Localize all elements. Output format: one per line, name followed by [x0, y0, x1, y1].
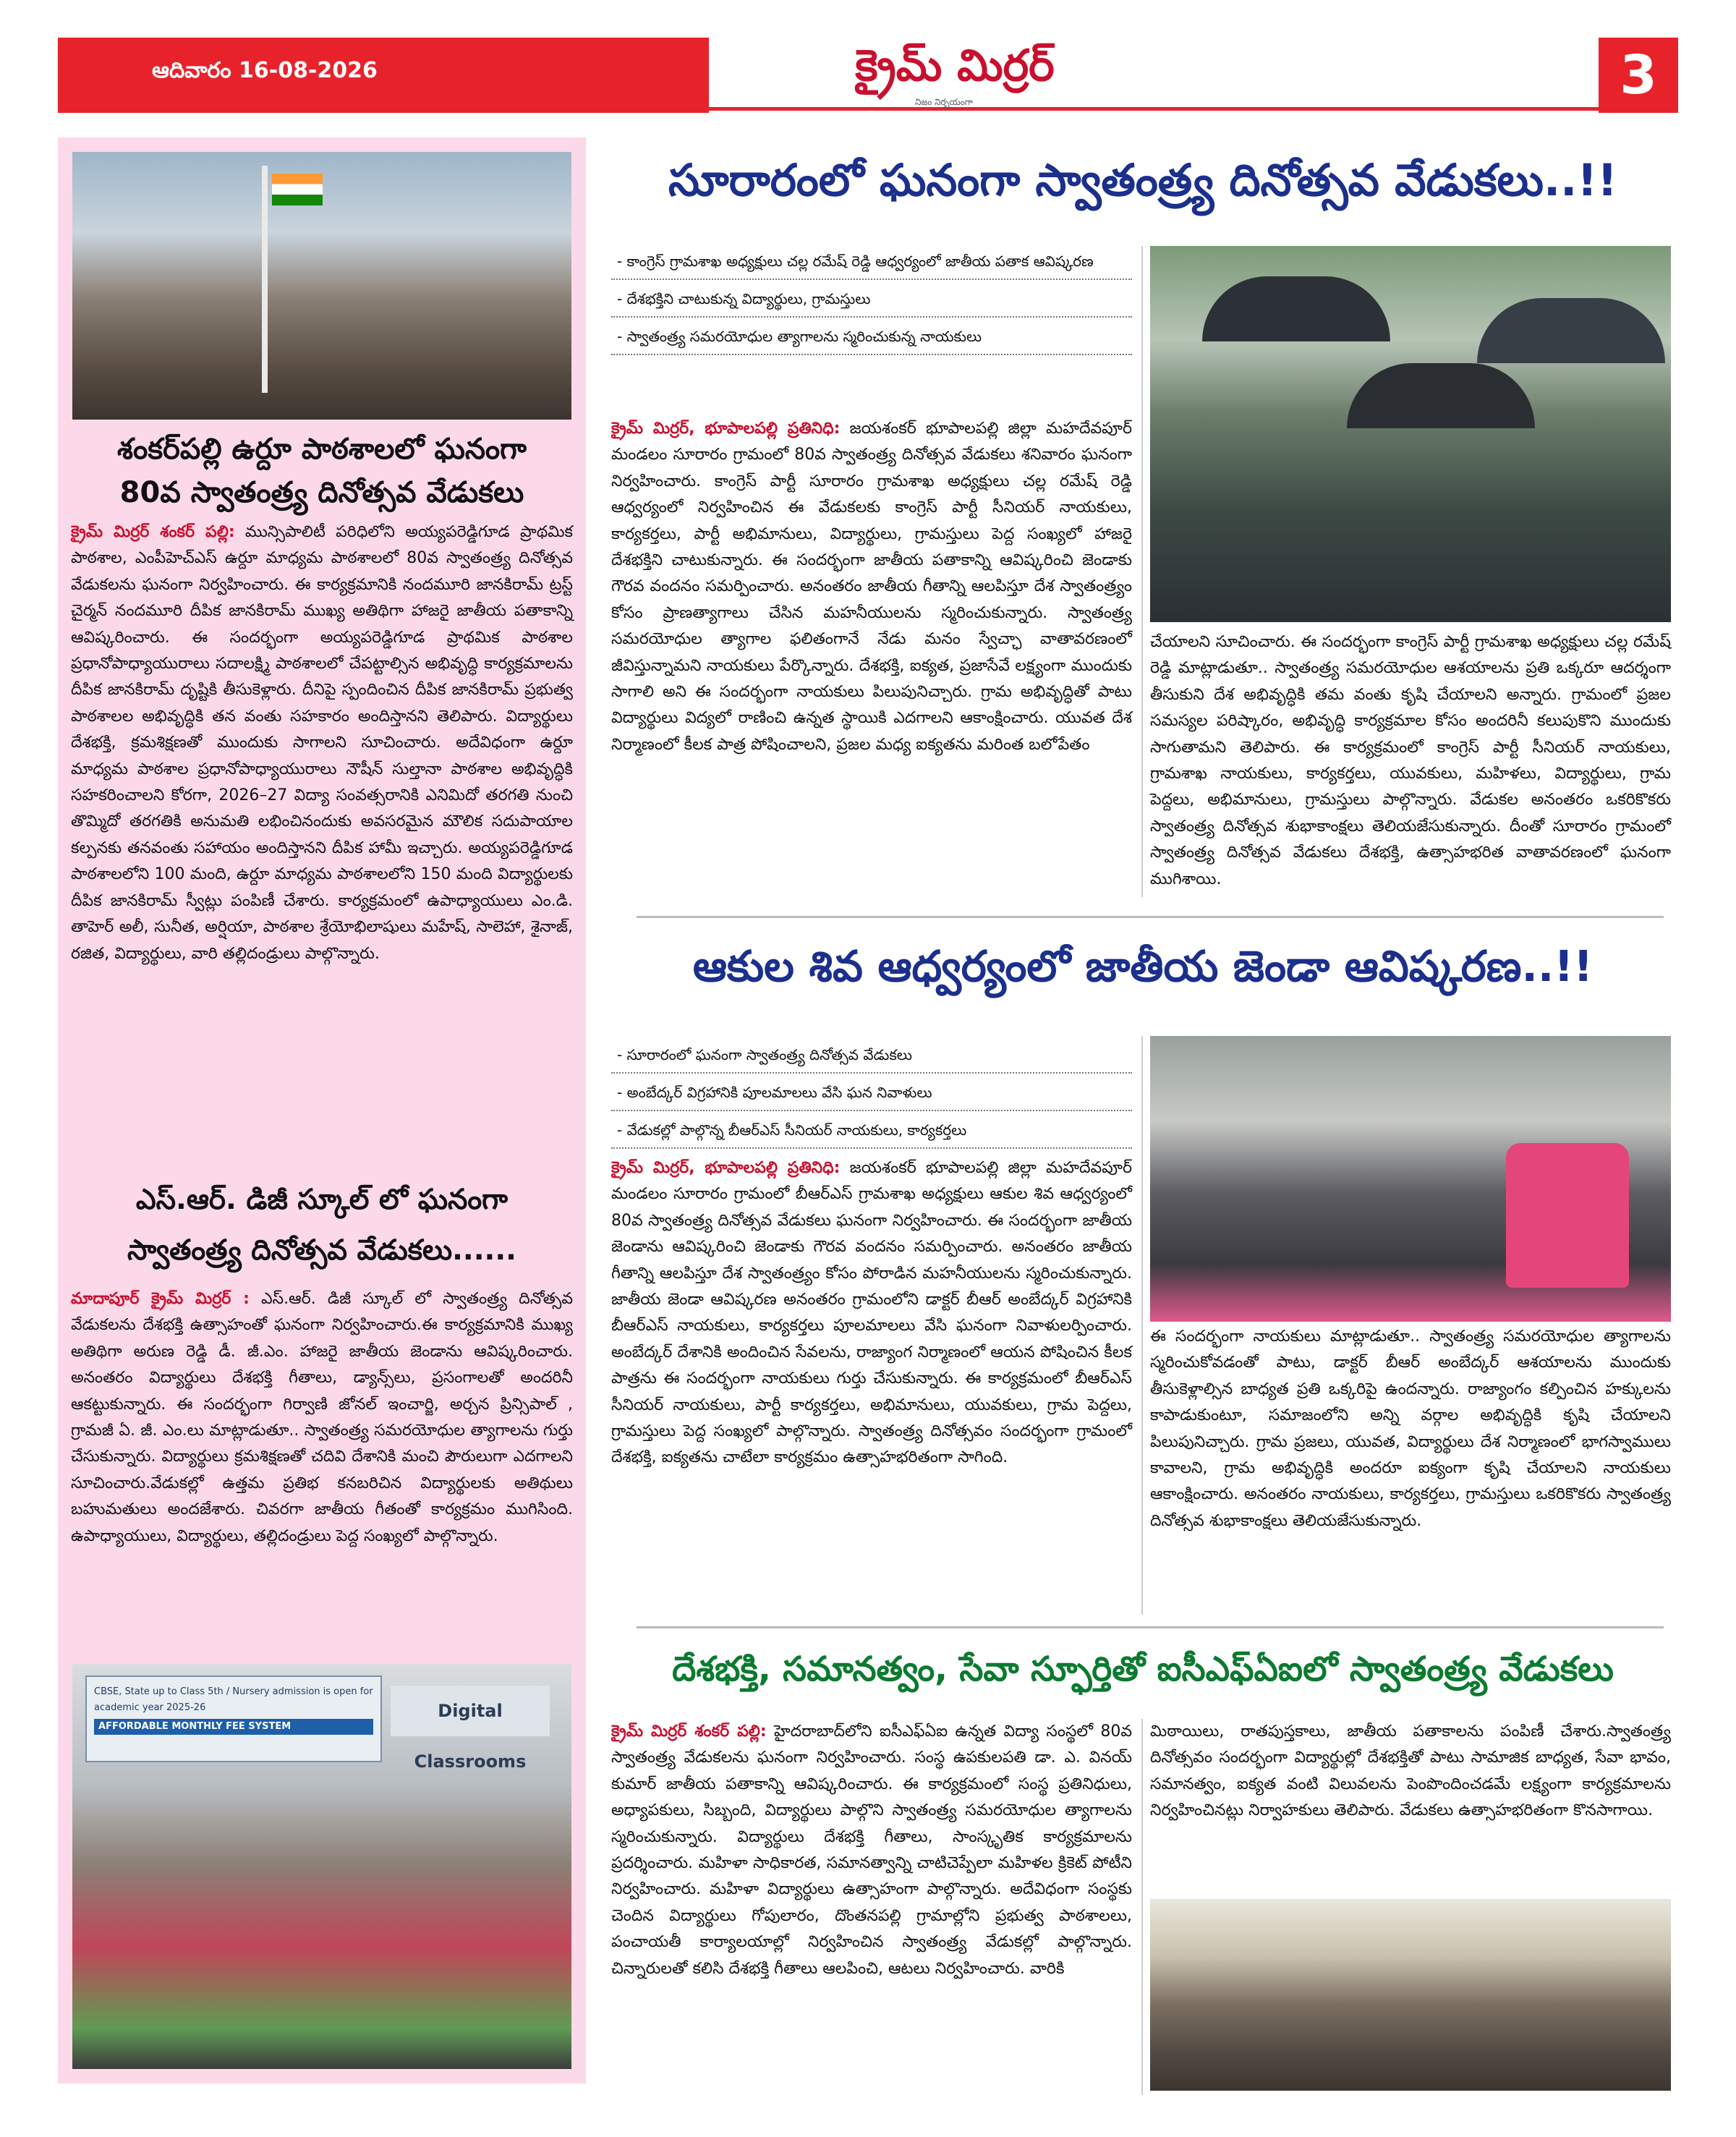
flag-hoisting-photo — [72, 152, 571, 420]
school-group-photo — [72, 1664, 571, 2069]
column-rule — [1141, 1719, 1143, 2095]
story1-title-line2: 80వ స్వాతంత్ర్య దినోత్సవ వేడుకలు — [119, 476, 524, 509]
school-sign — [85, 1675, 382, 1762]
story2-title-line1: ఎస్.ఆర్. డిజీ స్కూల్ లో ఘనంగా — [135, 1184, 509, 1216]
issue-date: ఆదివారం 16-08-2026 — [58, 38, 709, 113]
ambedkar-tribute-photo — [1150, 1036, 1671, 1322]
story-c-text-left: హైదరాబాద్‌లోని ఐసీఎఫ్ఏఐ ఉన్నత విద్యా సంస్థలో 80వ స్వాతంత్ర్య వేడుకలను ఘనంగా నిర్వహించారు. సంస్థ ఉపకులపతి డా. ఎ. వినయ్ కుమార్ జాతీయ పతాకాన్ని ఆవిష్కరించారు. ఈ కార్యక్రమంలో సంస్థ ప్రతినిధులు, అధ్యాపకులు, సిబ్బంది, విద్యార్థులు పాల్గొని స్వాతంత్ర్య సమరయోధుల త్యాగాలను స్మరించుకున్నారు. విద్యార్థులు దేశభక్తి గీతాలు, సాంస్కృతిక కార్యక్రమాలను ప్రదర్శించారు. మహిళా సాధికారత, సమానత్వాన్ని చాటిచెప్పేలా మహిళల క్రికెట్ పోటీని నిర్వహించారు. మహిళా విద్యార్థులు ఉత్సాహంగా పాల్గొన్నారు. అదేవిధంగా సంస్థకు చెందిన విద్యార్థులు గోపులారం, దొంతనపల్లి గ్రామాల్లోని ప్రభుత్వ పాఠశాలలు, పంచాయతీ కార్యాలయాల్లో నిర్వహించిన స్వాతంత్ర్య వేడుకల్లో పాల్గొన్నారు. చిన్నారులతో కలిసి దేశభక్తి గీతాలు ఆలపించి, ఆటలు నిర్వహించారు. వారికి — [611, 1722, 1133, 1978]
story-b-bullets — [611, 1036, 1132, 1149]
story-a-bullet: - దేశభక్తిని చాటుకున్న విద్యార్థులు, గ్రామస్తులు — [611, 280, 1132, 318]
story-b-title: ఆకుల శివ ఆధ్వర్యంలో జాతీయ జెండా ఆవిష్కరణ..!! — [692, 941, 1594, 991]
story1-title-line1: శంకర్‌పల్లి ఉర్దూ పాఠశాలలో ఘనంగా — [116, 433, 527, 466]
story-a-body-right: చేయాలని సూచించారు. ఈ సందర్భంగా కాంగ్రెస్ పార్టీ గ్రామశాఖ అధ్యక్షులు చల్ల రమేష్ రెడ్డి మాట్లాడుతూ.. స్వాతంత్ర్య సమరయోధుల ఆశయాలను ప్రతి ఒక్కరూ ఆదర్శంగా తీసుకుని దేశ అభివృద్ధికి తమ వంతు కృషి చేయాలని అన్నారు. గ్రామంలో ప్రజల సమస్యల పరిష్కారం, అభివృద్ధి కార్యక్రమాల కోసం అందరినీ కలుపుకొని ముందుకు సాగుతామని తెలిపారు. ఈ కార్యక్రమంలో కాంగ్రెస్ పార్టీ సీనియర్ నాయకులు, గ్రామశాఖ నాయకులు, కార్యకర్తలు, యువకులు, మహిళలు, విద్యార్థులు, గ్రామ పెద్దలు, అభిమానులు, గ్రామస్తులు పాల్గొన్నారు. వేడుకల అనంతరం ఒకరికొకరు స్వాతంత్ర్య దినోత్సవ శుభాకాంక్షలు తెలియజేసుకున్నారు. దీంతో సూరారం గ్రామంలో స్వాతంత్ర్య దినోత్సవ వేడుకలు దేశభక్తి, ఉత్సాహభరిత వాతావరణంలో ఘనంగా ముగిశాయి. — [1150, 633, 1671, 888]
story-c-dateline: క్రైమ్ మిర్రర్ శంకర్ పల్లి: — [611, 1722, 767, 1741]
page-number: 3 — [1599, 38, 1678, 113]
story-a-bullet: - కాంగ్రెస్ గ్రామశాఖ అధ్యక్షులు చల్ల రమేష్ రెడ్డి ఆధ్వర్యంలో జాతీయ పతాక ఆవిష్కరణ — [611, 242, 1132, 280]
surararm-flag-rain-photo — [1150, 246, 1671, 622]
school-sign-line1: CBSE, State up to Class 5th / Nursery admission is open for academic year 2025-26 — [94, 1686, 373, 1713]
masthead-rule — [709, 107, 1599, 111]
story-b-body-right: ఈ సందర్భంగా నాయకులు మాట్లాడుతూ.. స్వాతంత్ర్య సమరయోధుల త్యాగాలను స్మరించుకోవడంతో పాటు, డాక్టర్ బీఆర్ అంబేద్కర్ ఆశయాలను ముందుకు తీసుకెళ్లాల్సిన బాధ్యత ప్రతి ఒక్కరిపై ఉందన్నారు. రాజ్యాంగం కల్పించిన హక్కులను కాపాడుకుంటూ, సమాజంలోని అన్ని వర్గాల అభివృద్ధికి కృషి చేయాలని పిలుపునిచ్చారు. గ్రామ ప్రజలు, యువత, విద్యార్థులు దేశ నిర్మాణంలో భాగస్వాములు కావాలని, గ్రామ అభివృద్ధికి అందరూ ఐక్యంగా కృషి చేయాలని నాయకులు ఆకాంక్షించారు. అనంతరం నాయకులు, కార్యకర్తలు, గ్రామస్తులు ఒకరికొకరు స్వాతంత్ర్య దినోత్సవ శుభాకాంక్షలు తెలియజేసుకున్నారు. — [1150, 1327, 1671, 1530]
icfai-celebration-photo — [1150, 1899, 1671, 2091]
story-a-bullets — [611, 242, 1132, 355]
story2-dateline: మాదాపూర్ క్రైమ్ మిర్రర్ : — [71, 1290, 250, 1308]
story-c-body-left — [611, 1719, 1132, 1982]
logo-tagline: నిజం నిర్భయంగా — [915, 97, 973, 107]
masthead — [58, 38, 1678, 113]
story-c-body-right: మిఠాయిలు, రాతపుస్తకాలు, జాతీయ పతాకాలను పంపిణీ చేశారు.స్వాతంత్ర్య దినోత్సవం సందర్భంగా విద్యార్థుల్లో దేశభక్తితో పాటు సామాజిక బాధ్యత, సేవా భావం, సమానత్వం, ఐక్యత వంటి విలువలను పెంపొందించడమే లక్ష్యంగా కార్యక్రమాలను నిర్వహించినట్లు నిర్వాహకులు తెలిపారు. వేడుకలు ఉత్సాహభరితంగా కొనసాగాయి. — [1150, 1722, 1671, 1820]
story2-body — [71, 1286, 573, 1550]
section-divider — [637, 1626, 1664, 1628]
story-c-title: దేశభక్తి, సమానత్వం, సేవా స్ఫూర్తితో ఐసీఎఫ్ఏఐలో స్వాతంత్ర్య వేడుకలు — [672, 1649, 1614, 1689]
section-divider — [637, 916, 1664, 918]
story-b-body-left — [611, 1155, 1132, 1471]
story-a-title: సూరారంలో ఘనంగా స్వాతంత్ర్య దినోత్సవ వేడుకలు..!! — [668, 155, 1617, 206]
story2-title-line2: స్వాతంత్ర్య దినోత్సవ వేడుకలు...... — [127, 1234, 516, 1267]
column-rule — [1141, 246, 1143, 897]
column-rule — [1141, 1036, 1143, 1615]
story-b-bullet: - సూరారంలో ఘనంగా స్వాతంత్ర్య దినోత్సవ వేడుకలు — [611, 1036, 1132, 1074]
story1-body — [71, 519, 573, 967]
story2-text: ఎస్.ఆర్. డిజీ స్కూల్ లో స్వాతంత్ర్య దినోత్సవ వేడుకలను దేశభక్తి ఉత్సాహంతో ఘనంగా నిర్వహించారు.ఈ కార్యక్రమానికి ముఖ్య అతిథిగా అరుణ రెడ్డి డీ. జీ.ఎం. హాజరై జాతీయ జెండాను ఆవిష్కరించారు. అనంతరం విద్యార్థులు దేశభక్తి గీతాలు, డ్యాన్స్‌లు, ప్రసంగాలతో అందరినీ ఆకట్టుకున్నారు. ఈ సందర్భంగా గిర్వాణి జోనల్ ఇంచార్జి, అర్చన ప్రిన్సిపాల్ , గ్రామజీ ఏ. జీ. ఎం.లు మాట్లాడుతూ.. స్వాతంత్ర్య సమరయోధుల త్యాగాలను గుర్తు చేసుకున్నారు. విద్యార్థులు క్రమశిక్షణతో చదివి దేశానికి మంచి పౌరులుగా ఎదగాలని సూచించారు.వేడుకల్లో ఉత్తమ ప్రతిభ కనబరిచిన విద్యార్థులకు అతిథులు బహుమతులు అందజేశారు. చివరగా జాతీయ గీతంతో కార్యక్రమం ముగిసింది. ఉపాధ్యాయులు, విద్యార్థులు, తల్లిదండ్రులు పెద్ద సంఖ్యలో పాల్గొన్నారు. — [71, 1290, 573, 1545]
story-b-bullet: - వేడుకల్లో పాల్గొన్న బీఆర్ఎస్ సీనియర్ నాయకులు, కార్యకర్తలు — [611, 1111, 1132, 1149]
story-a-bullet: - స్వాతంత్ర్య సమరయోధుల త్యాగాలను స్మరించుకున్న నాయకులు — [611, 318, 1132, 355]
left-column — [58, 137, 586, 2083]
classroom-banner: Digital Classrooms — [391, 1686, 550, 1736]
story-a-body-left — [611, 416, 1132, 758]
story-b-text-left: జయశంకర్ భూపాలపల్లి జిల్లా మహదేవపూర్ మండలం సూరారం గ్రామంలో బీఆర్ఎస్ గ్రామశాఖ అధ్యక్షులు ఆకుల శివ ఆధ్వర్యంలో 80వ స్వాతంత్ర్య దినోత్సవ వేడుకలు ఘనంగా నిర్వహించారు. ఈ సందర్భంగా జాతీయ జెండాను ఆవిష్కరించి జెండాకు గౌరవ వందనం సమర్పించారు. అనంతరం జాతీయ గీతాన్ని ఆలపిస్తూ దేశ స్వాతంత్ర్యం కోసం పోరాడిన మహనీయులను స్మరించుకున్నారు. జాతీయ జెండా ఆవిష్కరణ అనంతరం గ్రామంలోని డాక్టర్ బీఆర్ అంబేద్కర్ విగ్రహానికి బీఆర్ఎస్ నాయకులు, కార్యకర్తలు పూలమాలలు వేసి ఘనంగా నివాళులర్పించారు. అంబేద్కర్ దేశానికి అందించిన సేవలను, రాజ్యాంగ నిర్మాణంలో ఆయన పోషించిన కీలక పాత్రను ఈ సందర్భంగా నాయకులు గుర్తు చేసుకున్నారు. ఈ కార్యక్రమంలో బీఆర్ఎస్ సీనియర్ నాయకులు, పార్టీ కార్యకర్తలు, అభిమానులు, యువకులు, గ్రామ పెద్దలు, గ్రామస్తులు పెద్ద సంఖ్యలో పాల్గొన్నారు. స్వాతంత్ర్య దినోత్సవం సందర్భంగా గ్రామంలో దేశభక్తి, ఐక్యతను చాటేలా కార్యక్రమం ఉత్సాహభరితంగా సాగింది. — [611, 1159, 1132, 1467]
story1-text: మున్సిపాలిటీ పరిధిలోని అయ్యపరెడ్డిగూడ ప్రాథమిక పాఠశాల, ఎంపీహెచ్ఎస్ ఉర్దూ మాధ్యమ పాఠశాలలో 80వ స్వాతంత్ర్య దినోత్సవ వేడుకలను ఘనంగా నిర్వహించారు. ఈ కార్యక్రమానికి నందమూరి జానకిరామ్ ట్రస్ట్ చైర్మన్ నందమూరి దీపిక జానకిరామ్ ముఖ్య అతిథిగా హాజరై జాతీయ పతాకాన్ని ఆవిష్కరించారు. ఈ సందర్భంగా అయ్యపరెడ్డిగూడ ప్రాథమిక పాఠశాల ప్రధానోపాధ్యాయురాలు సదాలక్ష్మి పాఠశాలలో చేపట్టాల్సిన అభివృద్ధి కార్యక్రమాలను దీపిక జానకిరామ్ దృష్టికి తీసుకెళ్లారు. దీనిపై స్పందించిన దీపిక జానకిరామ్ ప్రభుత్వ పాఠశాలల అభివృద్ధికి తన వంతు సహకారం అందిస్తానని తెలిపారు. విద్యార్థులు దేశభక్తి, క్రమశిక్షణతో ముందుకు సాగాలని సూచించారు. అదేవిధంగా ఉర్దూ మాధ్యమ పాఠశాల ప్రధానోపాధ్యాయురాలు నౌషీన్ సుల్తానా పాఠశాల అభివృద్ధికి సహకరించాలని కోరగా, 2026–27 విద్యా సంవత్సరానికి ఎనిమిదో తరగతి నుంచి తొమ్మిదో తరగతికి అనుమతి లభించినందుకు అవసరమైన మౌలిక సదుపాయాల కల్పనకు తనవంతు సహాయం అందిస్తానని దీపిక హామీ ఇచ్చారు. అయ్యపరెడ్డిగూడ పాఠశాలలోని 100 మంది, ఉర్దూ మాధ్యమ పాఠశాలలోని 150 మంది విద్యార్థులకు దీపిక జానకిరామ్ స్వీట్లు పంపిణీ చేశారు. కార్యక్రమంలో ఉపాధ్యాయులు ఎం.డి. తాహెర్ అలీ, సునీత, అర్షియా, పాఠశాల శ్రేయోభిలాషులు మహేష్, సాలెహా, శైనాజ్, రజిత, విద్యార్థులు, వారి తల్లిదండ్రులు పాల్గొన్నారు. — [71, 523, 573, 963]
story-b-bullet: - అంబేద్కర్ విగ్రహానికి పూలమాలలు వేసి ఘన నివాళులు — [611, 1074, 1132, 1111]
story-a-text-left: జయశంకర్ భూపాలపల్లి జిల్లా మహదేవపూర్ మండలం సూరారం గ్రామంలో 80వ స్వాతంత్ర్య దినోత్సవ వేడుకలు శనివారం ఘనంగా నిర్వహించారు. కాంగ్రెస్ పార్టీ సూరారం గ్రామశాఖ అధ్యక్షులు చల్ల రమేష్ రెడ్డి ఆధ్వర్యంలో నిర్వహించిన ఈ వేడుకలకు కాంగ్రెస్ పార్టీ సీనియర్ నాయకులు, కార్యకర్తలు, పార్టీ అభిమానులు, విద్యార్థులు, గ్రామస్తులు పెద్ద సంఖ్యలో హాజరై దేశభక్తిని చాటుకున్నారు. ఈ సందర్భంగా జాతీయ పతాకాన్ని ఆవిష్కరించి జెండాకు గౌరవ వందనం సమర్పించారు. అనంతరం జాతీయ గీతాన్ని ఆలపిస్తూ దేశ స్వాతంత్ర్యం కోసం ప్రాణత్యాగాలు చేసిన మహనీయులను స్మరించుకున్నారు. స్వాతంత్ర్య సమరయోధుల త్యాగాల ఫలితంగానే నేడు మనం స్వేచ్ఛా వాతావరణంలో జీవిస్తున్నామని నాయకులు పేర్కొన్నారు. దేశభక్తి, ఐక్యత, ప్రజాసేవే లక్ష్యంగా ముందుకు సాగాలి అని ఈ సందర్భంగా నాయకులు పిలుపునిచ్చారు. గ్రామ అభివృద్ధితో పాటు విద్యార్థులు విద్యలో రాణించి ఉన్నత స్థాయికి ఎదగాలని ఆకాంక్షించారు. యువత దేశ నిర్మాణంలో కీలక పాత్ర పోషించాలని, ప్రజల మధ్య ఐక్యతను మరింత బలోపేతం — [611, 420, 1132, 754]
newspaper-logo: క్రైమ్ మిర్రర్ — [855, 41, 1055, 91]
story-a-dateline: క్రైమ్ మిర్రర్, భూపాలపల్లి ప్రతినిధి: — [611, 420, 841, 438]
school-sign-line2: AFFORDABLE MONTHLY FEE SYSTEM — [94, 1719, 373, 1735]
story1-dateline: క్రైమ్ మిర్రర్ శంకర్ పల్లి: — [71, 523, 235, 541]
story-b-dateline: క్రైమ్ మిర్రర్, భూపాలపల్లి ప్రతినిధి: — [611, 1159, 841, 1177]
